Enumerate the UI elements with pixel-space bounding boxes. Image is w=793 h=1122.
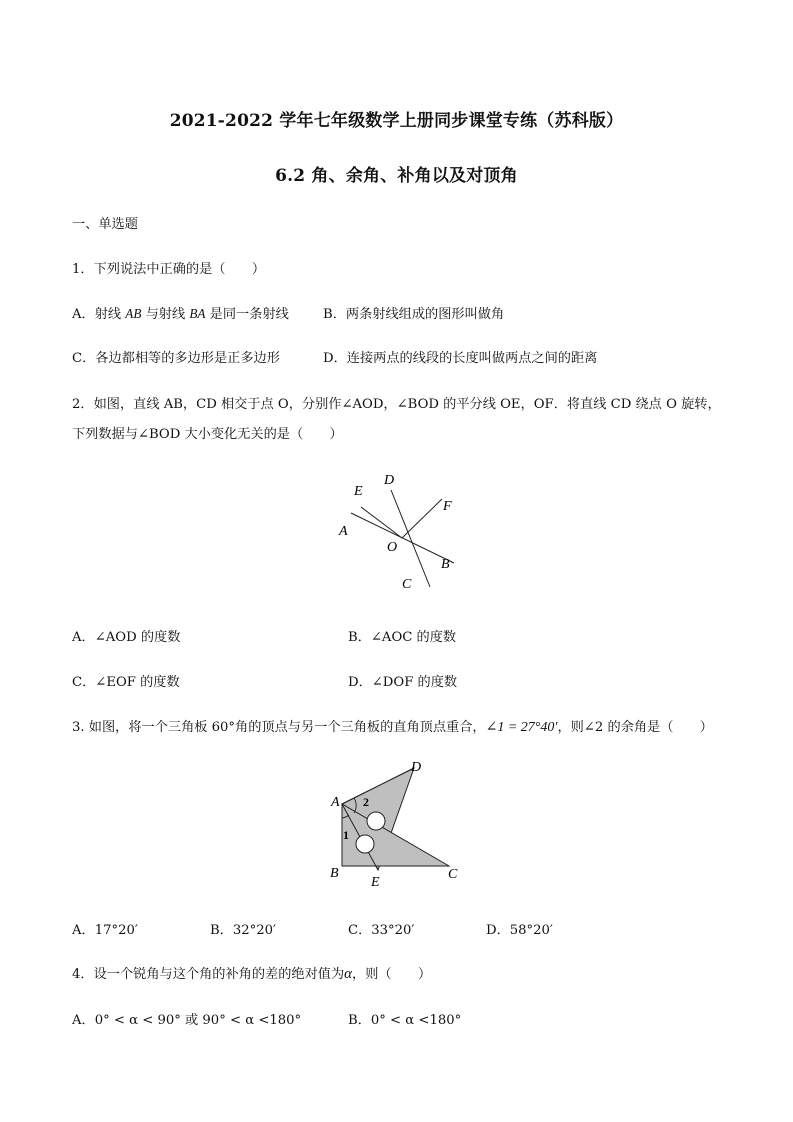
q3-option-c: C．33°20′	[348, 923, 415, 938]
label-o: O	[387, 540, 398, 555]
q3-figure	[325, 755, 470, 890]
q1-option-b: B．两条射线组成的图形叫做角	[323, 307, 505, 322]
q2-stem-line1: 2．如图，直线 AB，CD 相交于点 O，分别作∠AOD，∠BOD 的平分线 OE，OF．将直线 CD 绕点 O 旋转，	[72, 397, 721, 412]
q4-stem-text: 4．设一个锐角与这个角的补角的差的绝对值为	[72, 967, 345, 982]
label-b: B	[330, 866, 339, 881]
q4-stem	[72, 963, 431, 983]
q4-option-a: A．0° < α < 90° 或 90° < α <180°	[72, 1013, 302, 1028]
q1-option-a-text2: 与射线	[141, 307, 190, 322]
document-subtitle: 6.2 角、余角、补角以及对顶角	[275, 166, 518, 186]
q2-option-c: C．∠EOF 的度数	[72, 675, 180, 690]
q1-option-a-text3: 是同一条射线	[205, 307, 289, 322]
hole-lower	[356, 835, 374, 853]
label-a: A	[339, 524, 348, 539]
hole-upper	[367, 812, 385, 830]
label-d: D	[411, 760, 422, 775]
label-e: E	[371, 875, 380, 890]
q3-stem-angle: ∠1 = 27°40′	[485, 720, 558, 735]
q4-stem-alpha: α	[344, 966, 353, 982]
q3-option-d: D．58°20′	[486, 923, 553, 938]
line-cd	[391, 490, 430, 587]
q2-option-a: A．∠AOD 的度数	[72, 630, 181, 645]
q1-option-a	[72, 303, 289, 322]
q1-option-a-ray2: BA	[189, 306, 206, 321]
label-a: A	[331, 795, 340, 810]
q1-option-c: C．各边都相等的多边形是正多边形	[72, 351, 280, 366]
document-title: 2021-2022 学年七年级数学上册同步课堂专练（苏科版）	[169, 111, 624, 131]
q3-stem-text: 3. 如图，将一个三角板 60°角的顶点与另一个三角板的直角顶点重合，	[72, 720, 486, 735]
label-angle-2: 2	[363, 795, 369, 809]
ray-oe	[361, 507, 402, 538]
q4-option-b: B．0° < α <180°	[348, 1013, 462, 1028]
label-c: C	[402, 577, 412, 592]
label-b: B	[441, 557, 450, 572]
q3-stem-text2: ，则∠2 的余角是（ ）	[557, 720, 713, 735]
q2-figure	[330, 465, 470, 595]
q1-stem: 1．下列说法中正确的是（ ）	[72, 262, 266, 277]
q1-option-a-ray1: AB	[125, 306, 142, 321]
q2-option-d: D．∠DOF 的度数	[348, 675, 458, 690]
q3-option-a: A．17°20′	[72, 923, 138, 938]
label-e: E	[354, 484, 363, 499]
q3-stem	[72, 716, 713, 736]
section-heading: 一、单选题	[72, 217, 138, 232]
q2-option-b: B．∠AOC 的度数	[348, 630, 457, 645]
label-c: C	[448, 867, 458, 882]
q1-option-a-text: A．射线	[72, 307, 126, 322]
q1-option-d: D．连接两点的线段的长度叫做两点之间的距离	[323, 351, 598, 366]
q2-stem-line2: 下列数据与∠BOD 大小变化无关的是（ ）	[72, 427, 343, 442]
q4-stem-text2: ，则（ ）	[352, 967, 432, 982]
q3-option-b: B．32°20′	[210, 923, 277, 938]
label-angle-1: 1	[343, 828, 349, 842]
label-f: F	[443, 499, 452, 514]
label-d: D	[384, 473, 395, 488]
ray-of	[402, 499, 442, 538]
